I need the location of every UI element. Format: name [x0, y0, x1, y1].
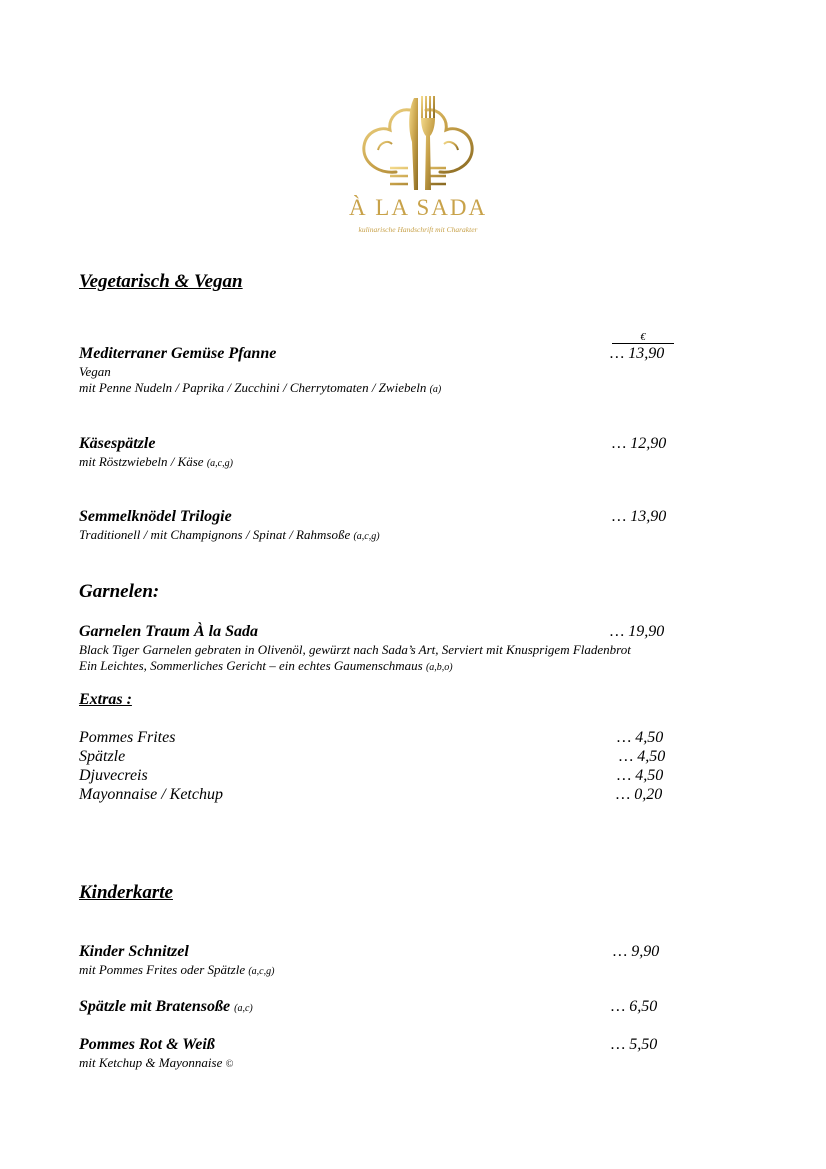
- section-title-kinderkarte: Kinderkarte: [79, 882, 173, 903]
- dish-description-text: mit Penne Nudeln / Paprika / Zucchini / Cherrytomaten / Zwiebeln: [79, 380, 427, 395]
- dish-description: [79, 527, 380, 543]
- dish-description: Black Tiger Garnelen gebraten in Olivenöl, gewürzt nach Sada’s Art, Serviert mit Knusprigem Fladenbrot: [79, 642, 631, 657]
- brand-tagline: kulinarische Handschrift mit Charakter: [358, 225, 478, 234]
- dish-name: Mediterraner Gemüse Pfanne: [79, 345, 277, 362]
- dish-description-text: mit Ketchup & Mayonnaise: [79, 1055, 223, 1070]
- dish-name: Pommes Rot & Weiß: [79, 1036, 215, 1053]
- logo-fork-knife-icon: [358, 94, 478, 192]
- dish-price: … 12,90: [612, 435, 667, 452]
- allergen-codes: (a): [429, 384, 442, 395]
- dish-description: [79, 454, 233, 470]
- allergen-codes: (a,b,o): [425, 662, 453, 673]
- dish-name-text: Spätzle mit Bratensoße: [79, 998, 231, 1015]
- dish-price: … 6,50: [611, 998, 658, 1015]
- dish-subtitle: Vegan: [79, 364, 111, 379]
- dish-description-text: mit Röstzwiebeln / Käse: [79, 454, 204, 469]
- dish-price: … 13,90: [610, 345, 665, 362]
- copyright-symbol: ©: [225, 1059, 234, 1070]
- allergen-codes: (a,c): [234, 1003, 253, 1014]
- dish-description-text: Ein Leichtes, Sommerliches Gericht – ein echtes Gaumenschmaus: [79, 658, 423, 673]
- dish-description-text: Traditionell / mit Champignons / Spinat / Rahmsoße: [79, 527, 351, 542]
- allergen-codes: (a,c,g): [248, 966, 275, 977]
- brand-name: À LA SADA: [348, 195, 488, 220]
- dish-price: … 19,90: [610, 623, 665, 640]
- dish-name: Kinder Schnitzel: [79, 943, 189, 960]
- extra-price: … 4,50: [617, 729, 664, 746]
- extra-name: Pommes Frites: [79, 729, 176, 746]
- allergen-codes: (a,c,g): [353, 531, 380, 542]
- dish-description: [79, 962, 274, 978]
- extra-name: Mayonnaise / Ketchup: [79, 786, 223, 803]
- extra-name: Djuvecreis: [79, 767, 148, 784]
- dish-price: … 9,90: [613, 943, 660, 960]
- dish-description-text: mit Pommes Frites oder Spätzle: [79, 962, 246, 977]
- section-title-vegetarisch: Vegetarisch & Vegan: [79, 271, 243, 292]
- dish-name: Semmelknödel Trilogie: [79, 508, 232, 525]
- section-title-garnelen: Garnelen:: [79, 581, 160, 602]
- dish-name: [79, 998, 253, 1016]
- extra-name: Spätzle: [79, 748, 126, 765]
- dish-name: Käsespätzle: [79, 435, 156, 452]
- dish-name: Garnelen Traum À la Sada: [79, 623, 258, 640]
- extra-price: … 4,50: [617, 767, 664, 784]
- allergen-codes: (a,c,g): [206, 458, 233, 469]
- dish-description: [79, 380, 441, 396]
- dish-description: [79, 658, 453, 674]
- extra-price: … 4,50: [619, 748, 666, 765]
- dish-price: … 13,90: [612, 508, 667, 525]
- currency-header: €: [612, 332, 674, 344]
- dish-description: [79, 1055, 233, 1071]
- dish-price: … 5,50: [611, 1036, 658, 1053]
- extra-price: … 0,20: [616, 786, 663, 803]
- section-title-extras: Extras :: [79, 691, 132, 708]
